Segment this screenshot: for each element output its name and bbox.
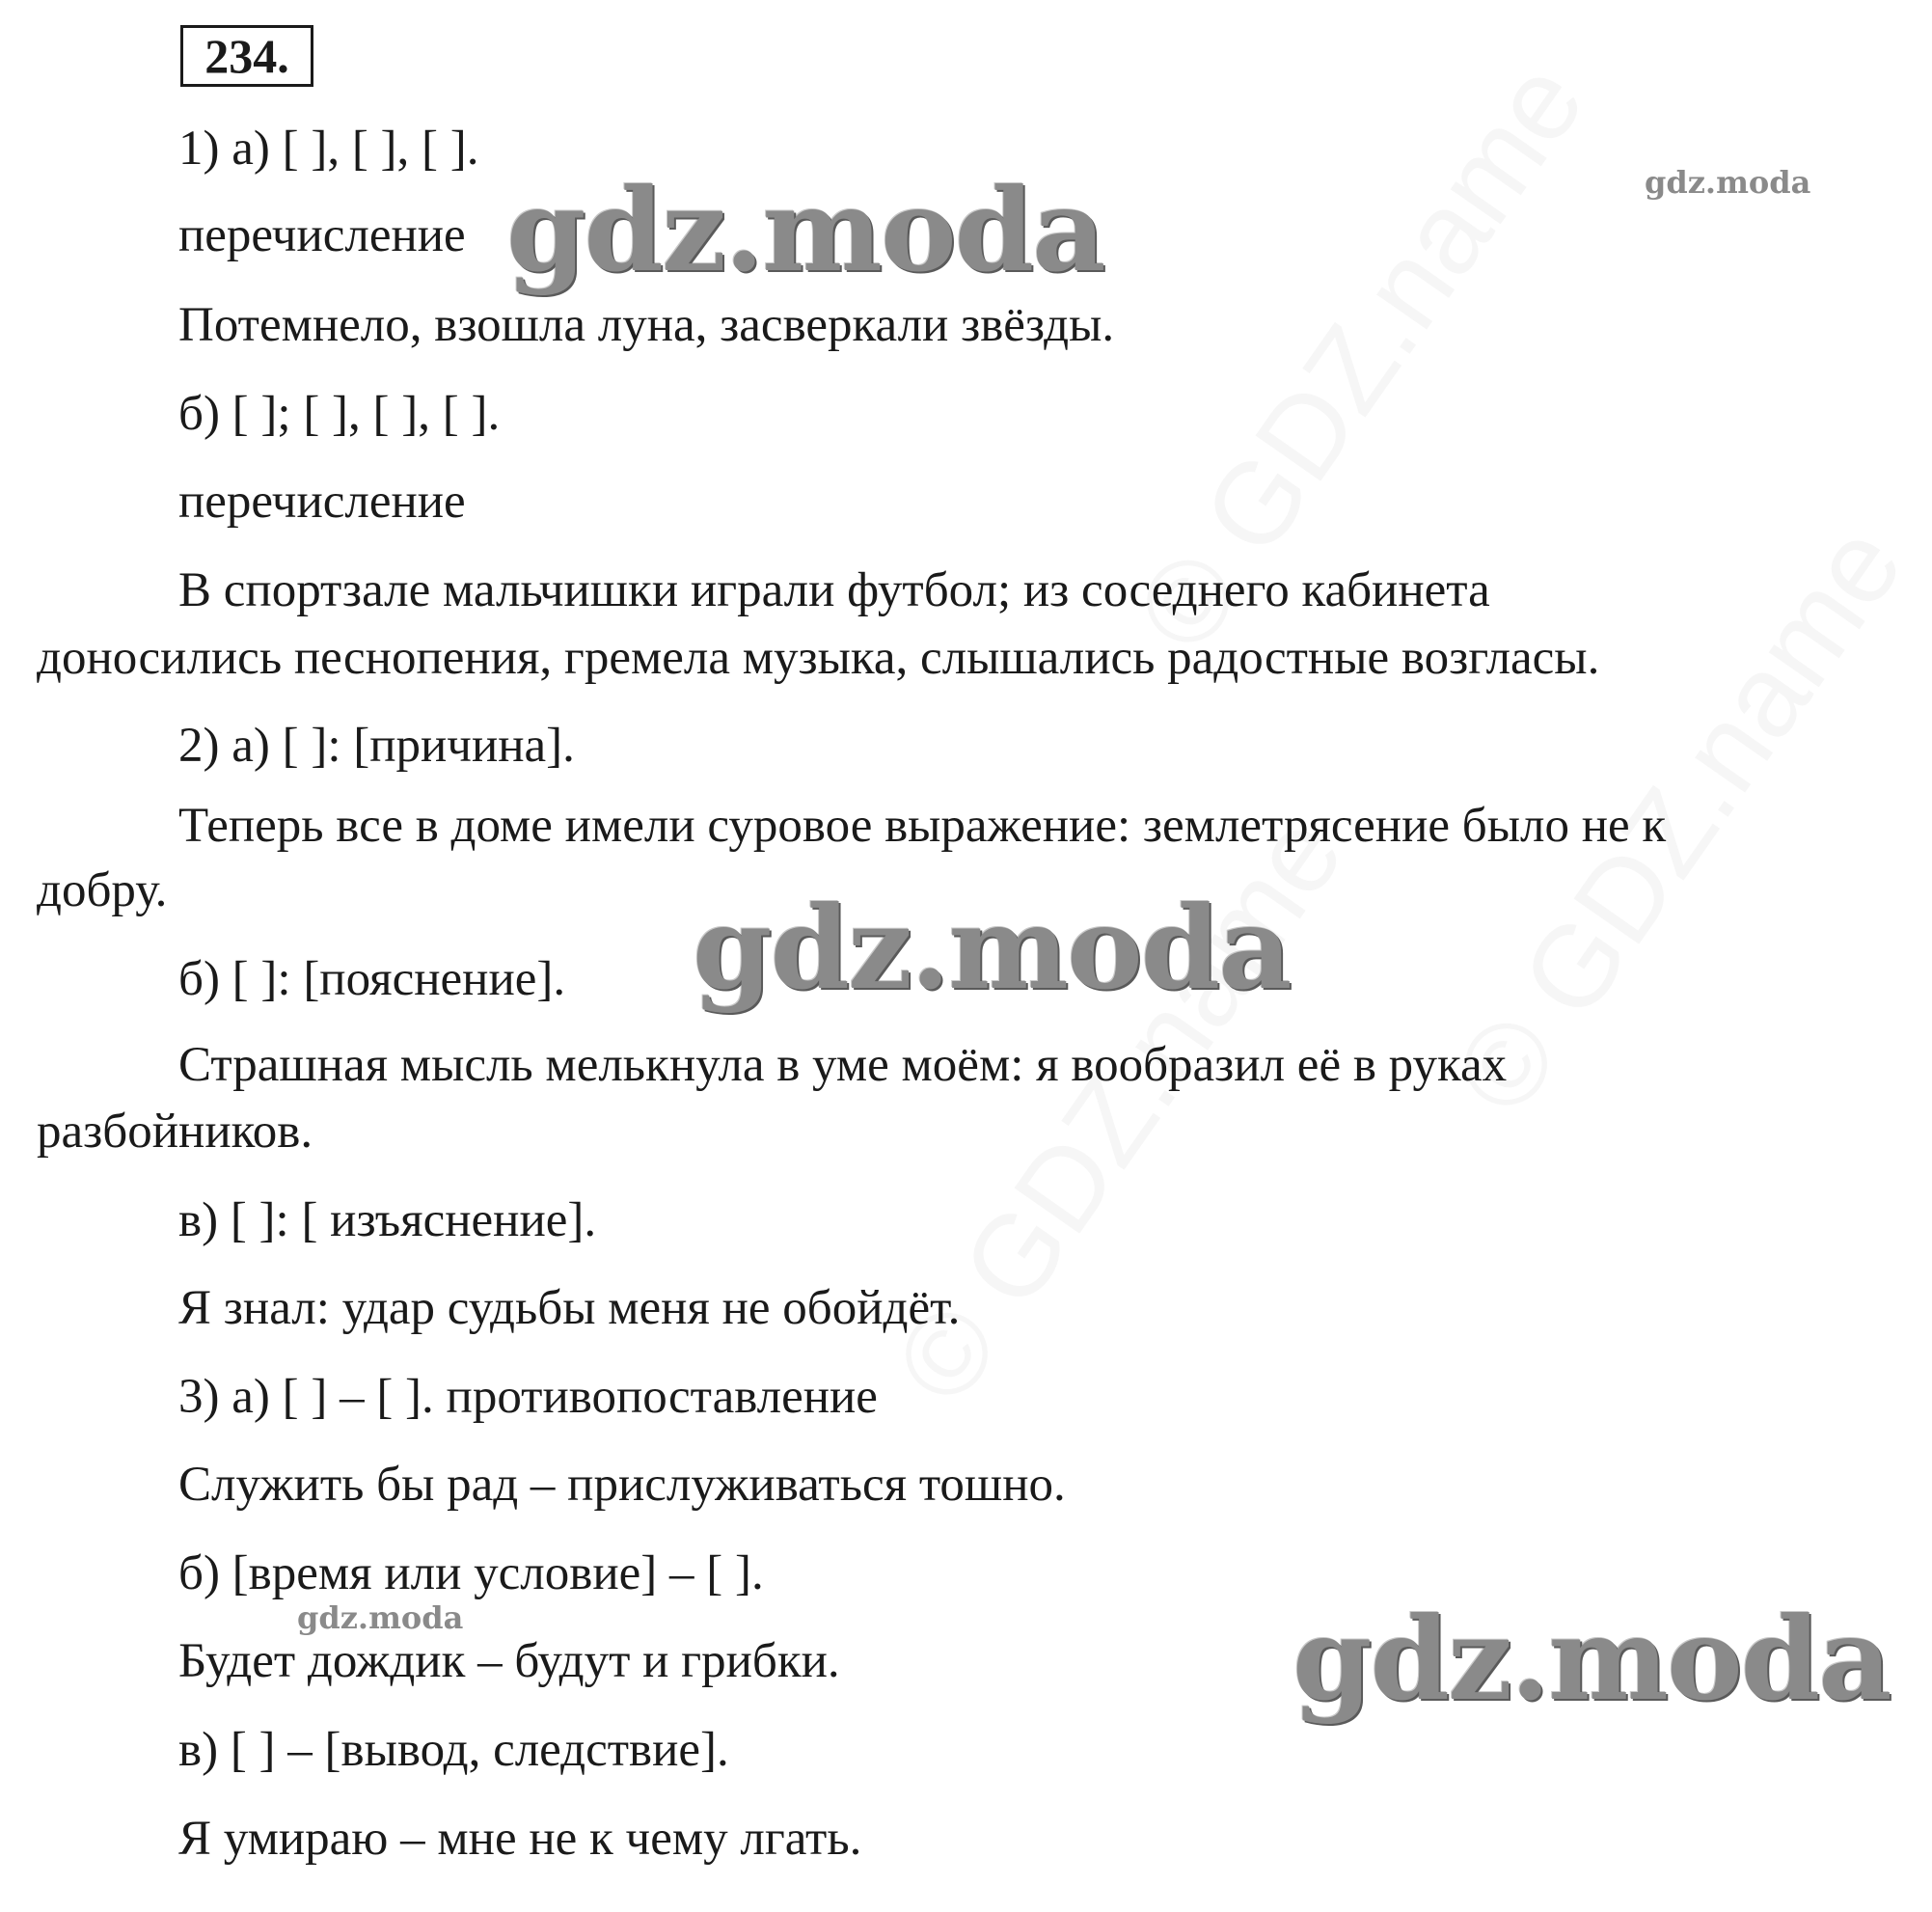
answer-line: Служить бы рад – прислуживаться тошно. (178, 1458, 1066, 1512)
watermark: gdz.moda (297, 1599, 464, 1636)
answer-line: доносились песнопения, гремела музыка, слышались радостные возгласы. (37, 631, 1600, 685)
answer-line: Потемнело, взошла луна, засверкали звёзды. (178, 298, 1115, 352)
answer-line: В спортзале мальчишки играли футбол; из соседнего кабинета (178, 563, 1490, 617)
answer-line: Страшная мысль мелькнула в уме моём: я вообразил её в руках (178, 1038, 1508, 1092)
answer-line: добру. (37, 863, 168, 917)
answer-line: Я умираю – мне не к чему лгать. (178, 1812, 862, 1866)
answer-line: 1) а) [ ], [ ], [ ]. (178, 122, 479, 176)
answer-line: б) [время или условие] – [ ]. (178, 1546, 764, 1600)
answer-line: в) [ ]: [ изъяснение]. (178, 1193, 597, 1247)
answer-line: разбойников. (37, 1105, 313, 1159)
watermark: gdz.moda (506, 163, 1104, 297)
watermark: gdz.moda (1645, 164, 1811, 201)
answer-line: в) [ ] – [вывод, следствие]. (178, 1723, 729, 1777)
answer-line: Я знал: удар судьбы меня не обойдёт. (178, 1281, 961, 1335)
exercise-number: 234. (180, 25, 313, 87)
answer-line: б) [ ]; [ ], [ ], [ ]. (178, 387, 501, 441)
answer-line: 2) а) [ ]: [причина]. (178, 719, 575, 773)
answer-line: перечисление (178, 208, 466, 262)
answer-line: 3) а) [ ] – [ ]. противопоставление (178, 1370, 878, 1424)
watermark: gdz.moda (1293, 1592, 1891, 1726)
answer-line: б) [ ]: [пояснение]. (178, 952, 566, 1006)
answer-line: перечисление (178, 475, 466, 529)
answer-line: Будет дождик – будут и грибки. (178, 1634, 840, 1688)
answer-line: Теперь все в доме имели суровое выражение: землетрясение было не к (178, 799, 1667, 853)
watermark: gdz.moda (693, 881, 1291, 1015)
